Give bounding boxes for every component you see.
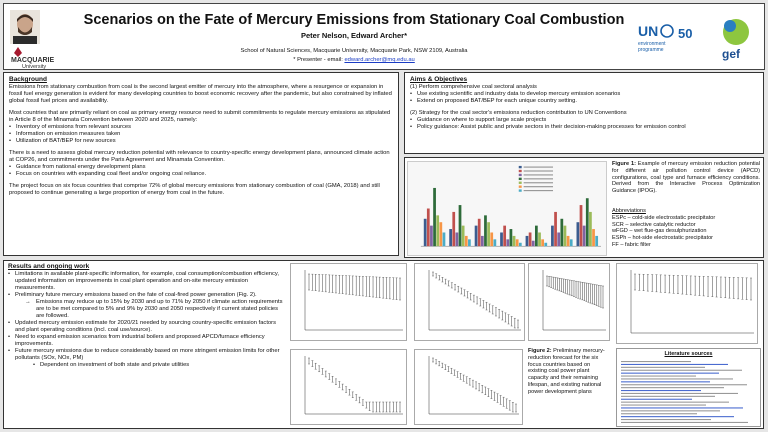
reference-line <box>621 376 696 377</box>
reference-line <box>621 399 692 400</box>
aims-item2: (2) Strategy for the coal sector's emissions reduction contribution to UN Conventions <box>410 110 627 116</box>
bar <box>541 239 544 246</box>
subplot-svg <box>415 264 524 340</box>
results-item: • Preliminary future mercury emissions based on the fate of coal-fired power generation (Fig. 2). <box>8 292 286 299</box>
list-item: • Information on emission measures taken <box>9 131 393 138</box>
reference-line <box>621 361 691 362</box>
legend-swatch <box>519 170 522 172</box>
figure2-subplot <box>290 263 407 341</box>
background-p2: Most countries that are primarily reliant on coal as primary energy resource need to submit commitments to regulate mercury emissions as stipulated in Article 8 of the Minamata Convention between 2020 and 2025, namely: <box>9 110 391 123</box>
bar <box>456 232 459 246</box>
bar <box>459 205 462 246</box>
bar <box>484 215 487 246</box>
list-item: • Extend on proposed BAT/BEP for each unique country setting. <box>410 98 758 105</box>
legend-text <box>524 174 553 175</box>
poster-header <box>3 3 765 70</box>
aims-list2 <box>410 117 758 131</box>
svg-text:University: University <box>22 64 47 69</box>
presenter-email-link[interactable]: edward.archer@mq.edu.au <box>344 57 415 63</box>
results-list <box>8 271 286 369</box>
literature-heading: Literature sources <box>664 351 713 357</box>
figure2-subplot <box>616 263 758 344</box>
figure2-subplot <box>290 349 407 425</box>
figure1-bar-chart <box>407 161 607 256</box>
legend-swatch <box>519 178 522 180</box>
background-p1: Emissions from stationary combustion from coal is the second largest emitter of mercury into the atmosphere, where a resurgence or expansion in fossil fuel energy generation is evident for many developing countries to boost economic recovery after the pandemic, but also constrained by inflated global fossil fuel prices and availability. <box>9 84 392 104</box>
reference-line <box>621 384 747 385</box>
results-item: • Need to expand emission scenarios from industrial boilers and proposed APCD/furnace efficiency improvements. <box>8 334 286 348</box>
results-text <box>8 263 286 374</box>
reference-line <box>621 370 742 371</box>
reference-line <box>621 419 711 420</box>
bar <box>586 198 589 246</box>
figure2-caption <box>528 348 610 396</box>
legend-text <box>524 190 553 191</box>
bar <box>595 236 598 246</box>
bar <box>583 226 586 247</box>
bar <box>510 229 513 246</box>
bar <box>532 241 535 246</box>
bar <box>465 236 468 246</box>
legend-swatch <box>519 174 522 176</box>
reference-line <box>621 381 710 382</box>
bar <box>430 226 433 247</box>
subplot-svg <box>291 350 406 424</box>
svg-text:UN: UN <box>638 23 659 39</box>
presenter-line <box>74 57 634 63</box>
bar <box>443 232 446 246</box>
macquarie-logo <box>10 45 70 69</box>
bar <box>424 219 427 246</box>
reference-line <box>621 396 715 397</box>
subplot-svg <box>415 350 522 424</box>
reference-line <box>621 416 734 417</box>
legend-swatch <box>519 166 522 168</box>
svg-text:50: 50 <box>678 26 693 41</box>
list-item: • Policy guidance: Assist public and private sectors in their decision-making processes for emission control <box>410 124 758 131</box>
abbreviation-item: FF – fabric filter <box>612 241 651 248</box>
list-item: • Guidance from national energy development plans <box>9 164 393 171</box>
bar <box>554 212 557 246</box>
figure1-panel <box>404 157 764 258</box>
background-p4: The project focus on six focus countries that comprise 72% of global mercury emissions from stationary combustion of coal (GMA, 2018) and still proposed to continue generating a large proportion of energy from coal in the future. <box>9 183 380 196</box>
legend-text <box>524 178 553 179</box>
results-item: → Emissions may reduce up to 15% by 2030 and up to 71% by 2050 if climate action requirements are to be met compared to 5% and 9% by 2030 and 2050 respectively if current stated policies are followed. <box>8 299 286 320</box>
bar <box>478 219 481 246</box>
bar <box>513 236 516 246</box>
legend-text <box>524 182 553 183</box>
svg-text:environment: environment <box>638 41 666 47</box>
aims-item1: (1) Perform comprehensive coal sectoral analysis <box>410 84 537 90</box>
reference-line <box>621 367 705 368</box>
legend-swatch <box>519 182 522 184</box>
results-section <box>3 260 764 429</box>
svg-text:programme: programme <box>638 47 664 53</box>
bar <box>462 226 465 247</box>
bar <box>516 239 519 246</box>
subplot-axes <box>429 356 519 414</box>
subplot-svg <box>529 264 609 340</box>
bar <box>577 222 580 246</box>
background-heading: Background <box>9 76 47 83</box>
abbreviation-item: wFGD – wet flue-gas desulphurization <box>612 228 707 235</box>
bar <box>487 222 490 246</box>
reference-line <box>621 402 729 403</box>
presenter-photo <box>10 10 40 44</box>
reference-line <box>621 407 743 408</box>
legend-swatch <box>519 185 522 187</box>
reference-line <box>621 390 701 391</box>
bar <box>589 212 592 246</box>
background-list2 <box>9 164 393 178</box>
figure1-abbreviations <box>612 208 762 249</box>
results-item: • Updated mercury emission estimate for 2020/21 needed by sourcing country-specific emission factors and plant operating conditions (incl. coal use/source). <box>8 320 286 334</box>
svg-text:MACQUARIE: MACQUARIE <box>11 57 55 64</box>
list-item: • Utilization of BAT/BEP for new sources <box>9 138 393 145</box>
bar <box>544 243 547 246</box>
bar <box>503 226 506 247</box>
bar <box>564 226 567 247</box>
results-item: • Limitations in available plant-specific information, for example, coal consumption/combustion efficiency, updated information on improvements in coal plant operation and on-site mercury emission measurements. <box>8 271 286 292</box>
bar <box>535 226 538 247</box>
bar <box>449 229 452 246</box>
poster-authors: Peter Nelson, Edward Archer* <box>300 31 407 40</box>
list-item: • Guidance on where to support large scale projects <box>410 117 758 124</box>
bar <box>490 232 493 246</box>
bar <box>580 205 583 246</box>
bar <box>519 243 522 246</box>
poster-title: Scenarios on the Fate of Mercury Emissions from Stationary Coal Combustion <box>83 12 625 28</box>
bar <box>557 232 560 246</box>
bar <box>570 239 573 246</box>
bar <box>529 232 532 246</box>
subplot-svg <box>291 264 406 340</box>
figure1-caption-text: Example of mercury emission reduction potential for different air pollution control device (APCD) configurations, coal type and furnace efficiency conditions. Derived from the Interactive Process Optimization Guidance (IPOG). <box>612 161 760 195</box>
literature-box <box>616 348 761 427</box>
figure1-caption <box>612 161 760 195</box>
figure2-subplot <box>414 349 523 425</box>
list-item: • Use existing scientific and industry data to develop mercury emission scenarios <box>410 91 758 98</box>
subplot-svg <box>617 264 757 343</box>
bar <box>506 239 509 246</box>
reference-line <box>621 422 748 423</box>
results-item: • Future mercury emissions due to reduce considerably based on more stringent emission limits for other pollutants (SOx, NOx, PM) <box>8 348 286 362</box>
reference-line <box>621 405 706 406</box>
subplot-axes <box>631 270 754 333</box>
bar <box>427 209 430 247</box>
abbreviation-item: ESPh – hot-side electrostatic precipitator <box>612 235 714 242</box>
bar <box>538 232 541 246</box>
bar <box>452 212 455 246</box>
presenter-prefix: * Presenter - email: <box>293 57 345 63</box>
reference-line <box>621 413 697 414</box>
svg-text:gef: gef <box>722 47 740 61</box>
aims-heading: Aims & Objectives <box>410 76 468 83</box>
legend-text <box>524 186 553 187</box>
background-list1 <box>9 124 393 145</box>
legend-text <box>524 167 553 168</box>
list-item: • Inventory of emissions from relevant sources <box>9 124 393 131</box>
reference-line <box>621 387 724 388</box>
subplot-axes <box>429 270 521 330</box>
subplot-axes <box>305 356 403 414</box>
bar <box>493 239 496 246</box>
legend-text <box>524 170 553 171</box>
bar <box>439 222 442 246</box>
figure2-subplot <box>414 263 525 341</box>
legend-swatch <box>519 189 522 191</box>
results-item: • Dependent on investment of both state and private utilities <box>8 362 286 369</box>
bar <box>560 219 563 246</box>
reference-line <box>621 364 728 365</box>
figure2-caption-text: Preliminary mercury-reduction forecast for the six focus countries based on existing coal power plant capacity and their remaining lifespan, and existing national power development plans <box>528 348 605 395</box>
bar <box>468 239 471 246</box>
background-section <box>3 72 399 256</box>
figure2-subplot <box>528 263 610 341</box>
background-p3: There is a need to assess global mercury reduction potential with relevance to country-specific energy development plans, announced climate action at COP26, and commitments under the Paris Agreement and Minamata Convention. <box>9 150 390 163</box>
reference-line <box>621 410 720 411</box>
aims-section <box>404 72 764 154</box>
abbreviation-item: SCR – selective catalytic reductor <box>612 221 696 228</box>
bar <box>526 236 529 246</box>
bar <box>481 236 484 246</box>
literature-references-text <box>619 359 759 425</box>
bar <box>551 226 554 247</box>
aims-list1 <box>410 91 758 105</box>
list-item: • Focus on countries with expanding coal fleet and/or ongoing coal reliance. <box>9 171 393 178</box>
subplot-axes <box>305 270 403 330</box>
bar <box>433 188 436 246</box>
partner-logos <box>638 14 758 64</box>
figure1-label: Figure 1: <box>612 161 636 167</box>
results-heading: Results and ongoing work <box>8 263 90 270</box>
abbreviations-heading: Abbreviations <box>612 208 646 214</box>
bar <box>500 232 503 246</box>
poster-affiliation: School of Natural Sciences, Macquarie University, Macquarie Park, NSW 2109, Australia <box>240 48 468 54</box>
bar <box>567 236 570 246</box>
reference-line <box>621 378 733 379</box>
reference-line <box>621 373 719 374</box>
abbreviation-item: ESPc – cold-side electrostatic precipitator <box>612 214 716 221</box>
bar <box>436 215 439 246</box>
figure2-label: Figure 2: <box>528 348 552 354</box>
bar <box>592 229 595 246</box>
reference-line <box>621 393 738 394</box>
bar <box>475 226 478 247</box>
